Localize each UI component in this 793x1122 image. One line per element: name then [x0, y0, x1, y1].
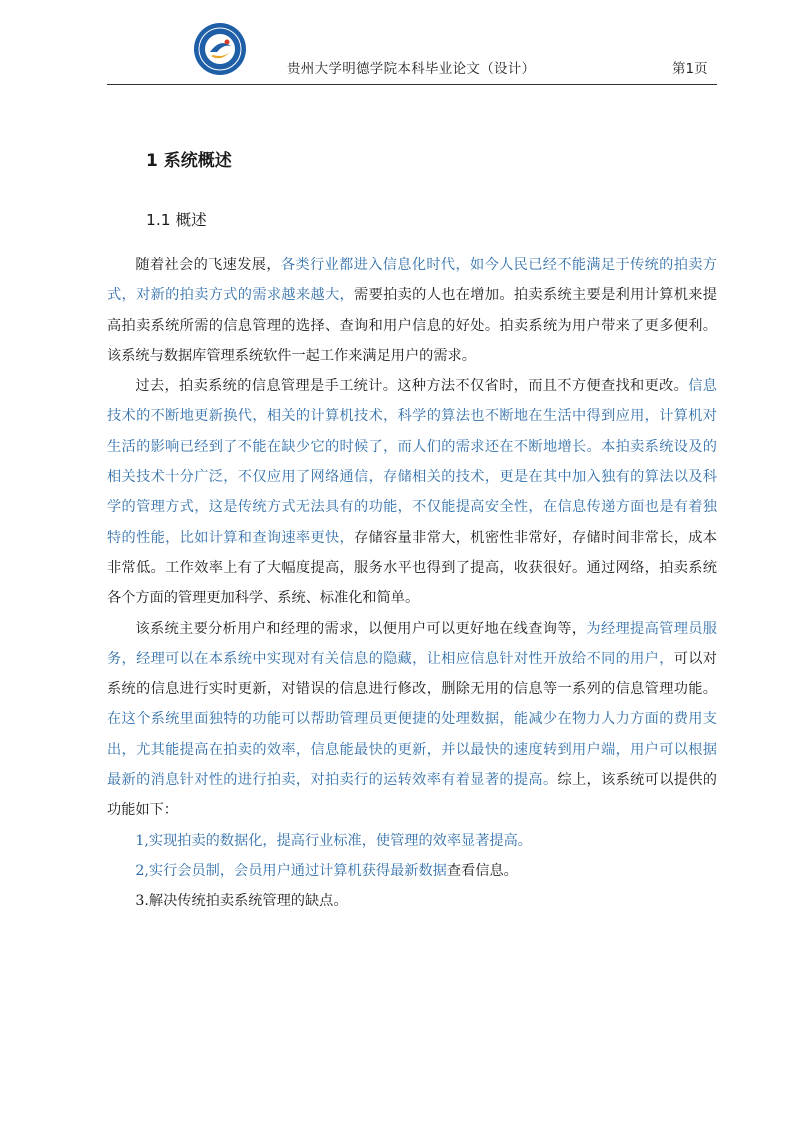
feature-list [107, 826, 717, 917]
paragraph-3 [107, 614, 717, 826]
highlighted-text: 为经理提高管理员服务，经理可以在本系统中实现对有关信息的隐藏，让相应信息针对性开放给不同的用户， [107, 620, 717, 667]
list-item [107, 826, 717, 856]
text-span: 查看信息。 [446, 862, 518, 879]
highlighted-text: 1,实现拍卖的数据化，提高行业标准，使管理的效率显著提高。 [135, 832, 532, 849]
text-span: 可以对系统的信息进行实时更新，对错误的信息进行修改，删除无用的信息等一系列的信息管理功能。 [107, 650, 717, 698]
text-span: 过去，拍卖系统的信息管理是手工统计。这种方法不仅省时，而且不方便查找和更改。 [135, 378, 689, 395]
header-title: 贵州大学明德学院本科毕业论文（设计） [287, 61, 536, 77]
text-span: 存储容量非常大，机密性非常好，存储时间非常长，成本非常低。工作效率上有了大幅度提高，服务水平也得到了提高，收获很好。通过网络，拍卖系统各个方面的管理更加科学、系统、标准化和简单。 [107, 529, 717, 607]
text-span: 综上，该系统可以提供的功能如下： [107, 772, 717, 819]
header-divider [107, 84, 717, 85]
text-span: 需要拍卖的人也在增加。拍卖系统主要是利用计算机来提高拍卖系统所需的信息管理的选择、查询和用户信息的好处。拍卖系统为用户带来了更多便利。该系统与数据库管理系统软件一起工作来满足用户的需求。 [107, 287, 717, 364]
text-span: 随着社会的飞速发展， [135, 257, 281, 273]
list-item [107, 886, 717, 916]
highlighted-text: 2,实行会员制，会员用户通过计算机获得最新数据 [135, 862, 447, 879]
paragraph-2 [107, 371, 717, 613]
highlighted-text: 各类行业都进入信息化时代，如今人民已经不能满足于传统的拍卖方式，对新的拍卖方式的需求越来越大， [107, 257, 717, 304]
text-span: 该系统主要分析用户和经理的需求，以便用户可以更好地在线查询等， [135, 620, 587, 637]
highlighted-text: 在这个系统里面独特的功能可以帮助管理员更便捷的处理数据，能减少在物力人力方面的费用支出，尤其能提高在拍卖的效率，信息能最快的更新，并以最快的速度转到用户端，用户可以根据最新的消息针对性的进行拍卖，对拍卖行的运转效率有着显著的提高。 [107, 711, 717, 789]
university-logo [193, 22, 247, 76]
highlighted-text: 信息技术的不断地更新换代，相关的计算机技术，科学的算法也不断地在生活中得到应用，计算机对生活的影响已经到了不能在缺少它的时候了，而人们的需求还在不断地增长。本拍卖系统设及的相关技术十分广泛，不仅应用了网络通信，存储相关的技术，更是在其中加入独有的算法以及科学的管理方式，这是传统方式无法具有的功能，不仅能提高安全性，在信息传递方面也是有着独特的性能，比如计算和查询速率更快， [107, 378, 717, 546]
list-item [107, 856, 717, 886]
page-number: 第1页 [672, 61, 708, 77]
body-text [107, 250, 717, 917]
section-heading: 1.1 概述 [146, 211, 207, 229]
paragraph-1 [107, 250, 717, 371]
chapter-heading: 1 系统概述 [146, 151, 232, 171]
text-span: 3.解决传统拍卖系统管理的缺点。 [135, 893, 348, 910]
